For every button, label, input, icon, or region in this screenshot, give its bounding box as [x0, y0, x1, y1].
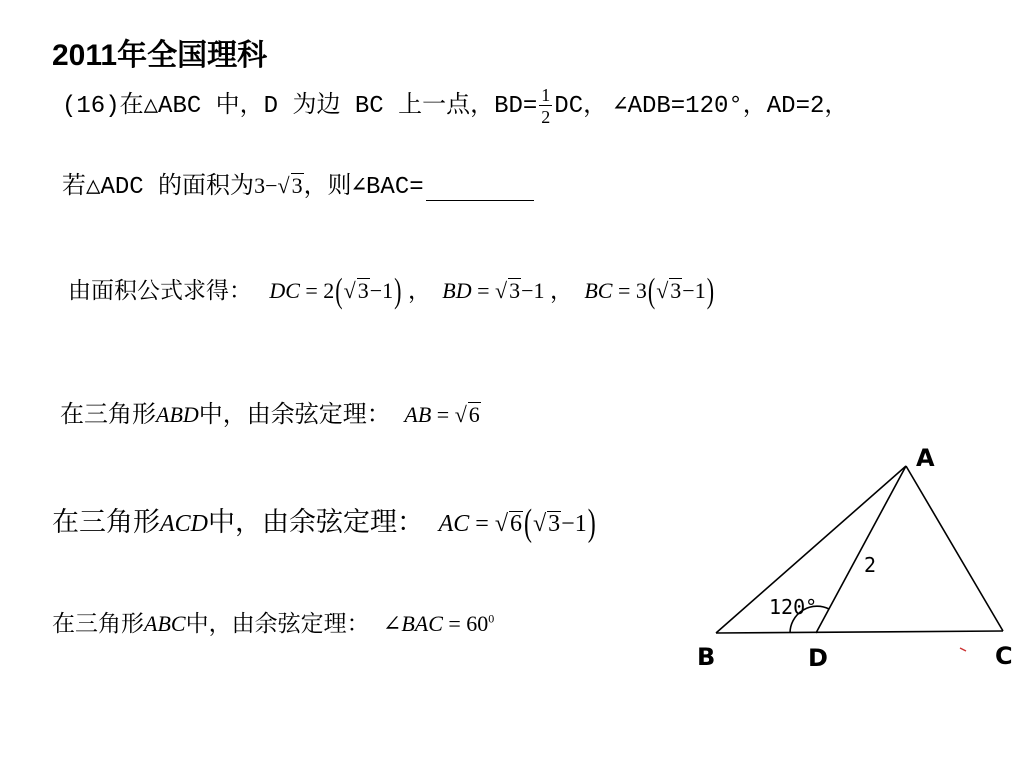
abc-mid: 中，由余弦定理：	[185, 611, 370, 637]
bd-root: 3	[509, 278, 521, 303]
area-three: 3	[254, 173, 266, 198]
bc-formula: BC = 3(√3−1)	[584, 270, 715, 311]
dc-eq: =	[305, 278, 318, 303]
area-sep-1: ，	[407, 278, 431, 304]
abd-lead: 在三角形	[60, 400, 156, 428]
ac-root6: 6	[509, 511, 522, 537]
side-bc	[716, 631, 1003, 633]
ab-eq: =	[436, 402, 450, 427]
abc-triangle: ABC	[144, 611, 186, 636]
dc-coef: 2	[323, 278, 335, 303]
triangle-lines	[716, 466, 1003, 633]
bac-label: BAC	[401, 611, 443, 636]
angle-adb-label: 120°	[769, 595, 818, 619]
ac-label: AC	[438, 511, 470, 537]
fraction-denominator: 2	[541, 106, 551, 127]
acd-triangle: ACD	[160, 511, 208, 537]
area-root: 3	[291, 173, 303, 198]
bac-eq: =	[448, 611, 461, 636]
ac-eq: =	[475, 511, 489, 537]
bc-coef: 3	[635, 278, 647, 303]
bc-eq: =	[617, 278, 631, 303]
bd-label: BD	[442, 278, 472, 303]
dc-label: DC	[269, 278, 300, 303]
ab-label: AB	[404, 402, 432, 427]
problem-text-2c: BAC=	[366, 174, 424, 201]
acd-lead: 在三角形	[52, 507, 160, 538]
slide-title: 2011年全国理科	[52, 39, 268, 72]
bd-eq: =	[477, 278, 490, 303]
fraction-numerator: 1	[541, 84, 551, 105]
acd-mid: 中，由余弦定理：	[208, 507, 424, 538]
bd-formula: BD = √3−1	[442, 278, 545, 303]
area-minus: −	[265, 173, 278, 198]
angle-symbol: ∠	[613, 93, 628, 120]
side-ac	[906, 466, 1003, 631]
area-sep-2: ，	[550, 278, 574, 304]
problem-text-1a: (16)在△ABC 中，D 为边 BC 上一点，BD=	[62, 93, 538, 120]
problem-text-2a: 若△ADC 的面积为	[62, 174, 255, 201]
vertex-label-a: A	[916, 444, 935, 472]
abc-lead: 在三角形	[52, 611, 144, 637]
problem-text-1b: DC，	[554, 93, 608, 120]
ac-formula: AC = √6(√3−1)	[438, 502, 596, 545]
bc-label: BC	[584, 278, 613, 303]
ab-root: 6	[468, 402, 480, 427]
ab-formula: AB = √6	[404, 402, 480, 427]
vertex-label-b: B	[697, 643, 716, 671]
abd-mid: 中，由余弦定理：	[198, 400, 391, 428]
bd-minus: −1	[521, 278, 545, 303]
angle-symbol-2: ∠	[351, 174, 367, 201]
bac-angle-symbol: ∠	[382, 611, 402, 636]
dc-formula: DC = 2(√3−1)	[269, 270, 402, 311]
segment-ad-length: 2	[864, 553, 877, 577]
vertex-label-c: C	[995, 642, 1013, 670]
dc-minus: −1	[369, 278, 394, 303]
problem-text-1c: ADB=120°，AD=2，	[627, 93, 849, 120]
abd-triangle: ABD	[156, 402, 199, 427]
segment-ad	[816, 466, 906, 633]
problem-text-2b: ，则	[303, 174, 352, 201]
stray-mark	[960, 648, 966, 651]
vertex-label-d: D	[808, 644, 828, 672]
bc-minus: −1	[682, 278, 706, 303]
area-step-lead: 由面积公式求得：	[68, 278, 252, 304]
bac-degree-sup: 0	[488, 611, 495, 626]
bac-value: 60	[466, 611, 489, 636]
dc-root: 3	[357, 278, 369, 303]
bc-root: 3	[670, 278, 682, 303]
ac-root3: 3	[548, 511, 561, 537]
area-expression: 3−√3	[254, 173, 303, 198]
ac-minus: −1	[561, 511, 587, 537]
